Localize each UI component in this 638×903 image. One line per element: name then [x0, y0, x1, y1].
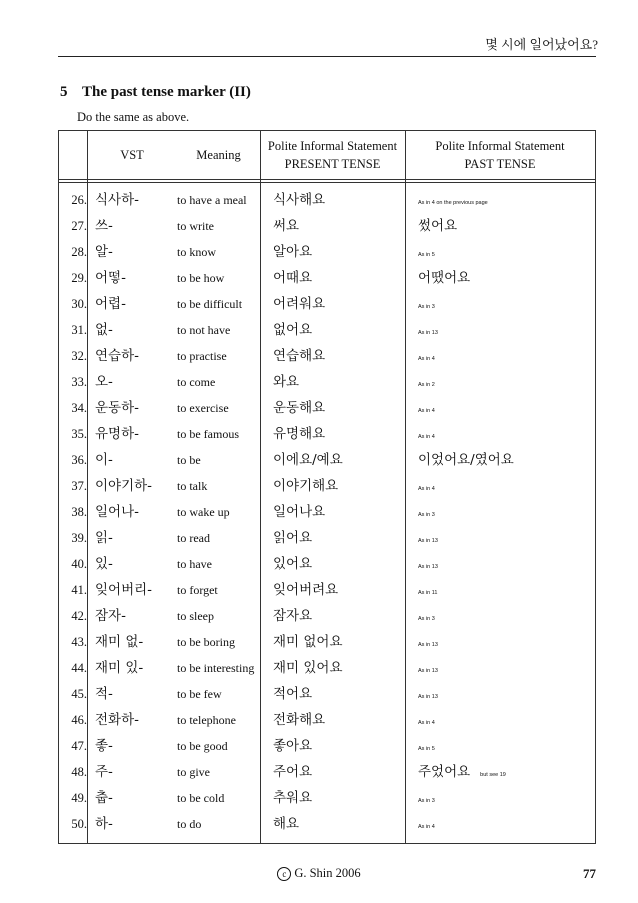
past-note: As in 4	[418, 824, 435, 830]
table-row	[59, 577, 595, 603]
present-form: 운동해요	[273, 400, 326, 416]
table-row	[59, 343, 595, 369]
past-note: As in 4	[418, 720, 435, 726]
verb-stem: 없-	[95, 322, 113, 338]
meaning: to come	[177, 375, 216, 389]
meaning: to be how	[177, 271, 225, 285]
meaning: to do	[177, 817, 202, 831]
table-row	[59, 369, 595, 395]
table-row	[59, 525, 595, 551]
row-number: 26.	[71, 193, 87, 207]
verb-stem: 어떻-	[95, 270, 126, 286]
table-row	[59, 655, 595, 681]
present-form: 식사해요	[273, 192, 326, 208]
present-form: 재미 없어요	[273, 634, 343, 650]
row-number: 50.	[71, 817, 87, 831]
past-cell	[418, 525, 438, 551]
present-form: 이야기해요	[273, 478, 339, 494]
table-row	[59, 265, 595, 291]
past-cell	[418, 759, 506, 785]
meaning: to sleep	[177, 609, 214, 623]
row-number: 34.	[71, 401, 87, 415]
meaning: to practise	[177, 349, 227, 363]
table-row	[59, 187, 595, 213]
past-note: As in 4	[418, 356, 435, 362]
past-form: 주었어요	[418, 764, 471, 780]
past-note: As in 3	[418, 616, 435, 622]
verb-stem: 오-	[95, 374, 113, 390]
meaning: to be difficult	[177, 297, 243, 311]
verb-stem: 잊어버리-	[95, 582, 153, 598]
section-title-text: The past tense marker (II)	[82, 84, 251, 100]
row-number: 35.	[71, 427, 87, 441]
meaning: to be boring	[177, 635, 235, 649]
row-number: 43.	[71, 635, 87, 649]
present-form: 전화해요	[273, 712, 326, 728]
past-note: but see 19	[480, 772, 506, 778]
row-number: 40.	[71, 557, 87, 571]
past-cell	[418, 785, 435, 811]
footer-copyright	[0, 866, 638, 881]
verb-stem: 식사하-	[95, 192, 139, 208]
past-cell	[418, 291, 435, 317]
meaning: to wake up	[177, 505, 230, 519]
past-cell	[418, 395, 435, 421]
present-form: 추워요	[273, 790, 313, 806]
row-number: 49.	[71, 791, 87, 805]
verb-stem: 운동하-	[95, 400, 139, 416]
table-row	[59, 239, 595, 265]
header-present-line2: PRESENT TENSE	[284, 157, 381, 171]
verb-stem: 어렵-	[95, 296, 126, 312]
meaning: to know	[177, 245, 216, 259]
present-form: 알아요	[273, 244, 313, 260]
row-number: 38.	[71, 505, 87, 519]
verb-stem: 이야기하-	[95, 478, 153, 494]
past-cell	[418, 213, 457, 239]
present-form: 재미 있어요	[273, 660, 343, 676]
past-note: As in 13	[418, 564, 438, 570]
header-meaning	[177, 131, 260, 179]
row-number: 41.	[71, 583, 87, 597]
instruction-text: Do the same as above.	[77, 110, 190, 124]
header-vst	[87, 131, 177, 179]
verb-stem: 하-	[95, 816, 113, 832]
past-cell	[418, 447, 514, 473]
verb-stem: 있-	[95, 556, 113, 572]
present-form: 잊어버려요	[273, 582, 339, 598]
past-cell	[418, 343, 435, 369]
row-number: 45.	[71, 687, 87, 701]
meaning: to be cold	[177, 791, 225, 805]
past-note: As in 13	[418, 668, 438, 674]
table-body	[59, 187, 595, 837]
verb-stem: 쓰-	[95, 218, 113, 234]
copyright-icon: c	[277, 867, 291, 881]
running-head: 몇 시에 일어났어요?	[485, 37, 598, 52]
past-cell	[418, 317, 438, 343]
present-form: 적어요	[273, 686, 313, 702]
header-meaning-label: Meaning	[196, 148, 241, 162]
verb-stem: 잠자-	[95, 608, 126, 624]
past-note: As in 13	[418, 538, 438, 544]
header-past-line1: Polite Informal Statement	[435, 139, 565, 153]
meaning: to have	[177, 557, 212, 571]
past-cell	[418, 707, 435, 733]
past-note: As in 4 on the previous page	[418, 200, 488, 206]
past-note: As in 11	[418, 590, 438, 596]
verb-stem: 연습하-	[95, 348, 139, 364]
present-form: 와요	[273, 374, 300, 390]
past-cell	[418, 681, 438, 707]
verb-stem: 재미 없-	[95, 634, 144, 650]
meaning: to be interesting	[177, 661, 255, 675]
table-row	[59, 291, 595, 317]
past-form: 어땠어요	[418, 270, 471, 286]
past-note: As in 13	[418, 330, 438, 336]
table-row	[59, 681, 595, 707]
row-number: 47.	[71, 739, 87, 753]
past-cell	[418, 369, 435, 395]
past-cell	[418, 239, 435, 265]
row-number: 44.	[71, 661, 87, 675]
meaning: to talk	[177, 479, 208, 493]
row-number: 30.	[71, 297, 87, 311]
past-cell	[418, 499, 435, 525]
verb-stem: 재미 있-	[95, 660, 144, 676]
verb-stem: 유명하-	[95, 426, 139, 442]
verb-stem: 주-	[95, 764, 113, 780]
past-note: As in 4	[418, 408, 435, 414]
verb-stem: 춥-	[95, 790, 113, 806]
row-number: 37.	[71, 479, 87, 493]
past-cell	[418, 265, 470, 291]
table-row	[59, 317, 595, 343]
table-row	[59, 811, 595, 837]
section-title	[60, 84, 251, 101]
row-number: 31.	[71, 323, 87, 337]
past-cell	[418, 577, 437, 603]
past-note: As in 5	[418, 252, 435, 258]
meaning: to be famous	[177, 427, 239, 441]
header-present	[260, 131, 405, 179]
page-number: 77	[583, 866, 596, 881]
past-note: As in 3	[418, 304, 435, 310]
row-number: 29.	[71, 271, 87, 285]
row-number: 27.	[71, 219, 87, 233]
row-number: 33.	[71, 375, 87, 389]
past-note: As in 4	[418, 434, 435, 440]
present-form: 잠자요	[273, 608, 313, 624]
header-vst-label: VST	[120, 148, 144, 162]
table-row	[59, 733, 595, 759]
past-cell	[418, 603, 435, 629]
present-form: 좋아요	[273, 738, 313, 754]
row-number: 32.	[71, 349, 87, 363]
past-cell	[418, 473, 435, 499]
past-note: As in 4	[418, 486, 435, 492]
present-form: 유명해요	[273, 426, 326, 442]
row-number: 36.	[71, 453, 87, 467]
verb-stem: 이-	[95, 452, 113, 468]
past-note: As in 5	[418, 746, 435, 752]
verb-stem: 적-	[95, 686, 113, 702]
table-header-rule	[59, 182, 595, 183]
table-header-rule	[59, 179, 595, 180]
row-number: 39.	[71, 531, 87, 545]
meaning: to write	[177, 219, 214, 233]
past-cell	[418, 733, 435, 759]
verb-stem: 알-	[95, 244, 113, 260]
past-note: As in 3	[418, 798, 435, 804]
table-row	[59, 473, 595, 499]
row-number: 42.	[71, 609, 87, 623]
row-number: 28.	[71, 245, 87, 259]
table-row	[59, 395, 595, 421]
meaning: to be few	[177, 687, 222, 701]
past-form: 이었어요/였어요	[418, 452, 514, 468]
past-cell	[418, 629, 438, 655]
present-form: 이에요/예요	[273, 452, 343, 468]
table-row	[59, 603, 595, 629]
row-number: 48.	[71, 765, 87, 779]
section-number: 5	[60, 84, 68, 100]
copyright-text: G. Shin 2006	[294, 866, 361, 880]
table-row	[59, 421, 595, 447]
meaning: to read	[177, 531, 210, 545]
present-form: 있어요	[273, 556, 313, 572]
verb-stem: 좋-	[95, 738, 113, 754]
table-row	[59, 213, 595, 239]
past-note: As in 13	[418, 694, 438, 700]
table-row	[59, 759, 595, 785]
meaning: to exercise	[177, 401, 229, 415]
present-form: 읽어요	[273, 530, 313, 546]
table-row	[59, 499, 595, 525]
past-note: As in 2	[418, 382, 435, 388]
meaning: to forget	[177, 583, 218, 597]
row-number: 46.	[71, 713, 87, 727]
table-row	[59, 707, 595, 733]
past-note: As in 13	[418, 642, 438, 648]
present-form: 어려워요	[273, 296, 326, 312]
header-past-line2: PAST TENSE	[464, 157, 536, 171]
past-cell	[418, 655, 438, 681]
header-present-line1: Polite Informal Statement	[267, 139, 398, 153]
header-rule	[58, 56, 596, 57]
present-form: 주어요	[273, 764, 313, 780]
conjugation-table	[58, 130, 596, 844]
present-form: 어때요	[273, 270, 313, 286]
past-cell	[418, 551, 438, 577]
table-row	[59, 447, 595, 473]
present-form: 해요	[273, 816, 300, 832]
verb-stem: 전화하-	[95, 712, 139, 728]
present-form: 일어나요	[273, 504, 326, 520]
meaning: to be good	[177, 739, 228, 753]
table-row	[59, 785, 595, 811]
meaning: to not have	[177, 323, 231, 337]
meaning: to be	[177, 453, 201, 467]
header-past	[405, 131, 595, 179]
verb-stem: 일어나-	[95, 504, 139, 520]
present-form: 없어요	[273, 322, 313, 338]
table-row	[59, 551, 595, 577]
past-cell	[418, 421, 435, 447]
meaning: to telephone	[177, 713, 236, 727]
past-form: 썼어요	[418, 218, 458, 234]
past-note: As in 3	[418, 512, 435, 518]
present-form: 연습해요	[273, 348, 326, 364]
present-form: 써요	[273, 218, 300, 234]
meaning: to have a meal	[177, 193, 247, 207]
past-cell	[418, 187, 488, 213]
meaning: to give	[177, 765, 210, 779]
past-cell	[418, 811, 435, 837]
verb-stem: 읽-	[95, 530, 113, 546]
table-row	[59, 629, 595, 655]
